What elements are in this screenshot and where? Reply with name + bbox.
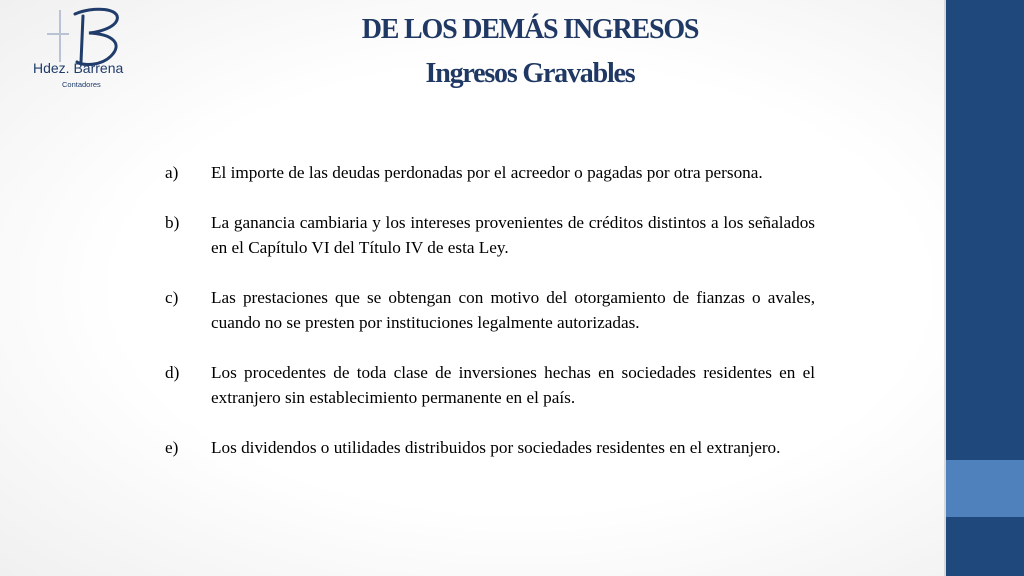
list-item — [165, 435, 815, 460]
slide-subtitle: Ingresos Gravables — [425, 58, 635, 89]
list-item-text: El importe de las deudas perdonadas por el acreedor o pagadas por otra persona. — [211, 163, 763, 182]
list-item-text: Las prestaciones que se obtengan con motivo del otorgamiento de fianzas o avales, cuando no se presten por instituciones legalmente autorizadas. — [211, 288, 815, 332]
list-item — [165, 210, 815, 260]
list-item — [165, 360, 815, 410]
list-item — [165, 285, 815, 335]
list-marker: c) — [165, 288, 179, 307]
list-marker: e) — [165, 438, 179, 457]
income-list — [165, 160, 815, 485]
right-accent-highlight — [946, 460, 1024, 517]
list-item — [165, 160, 815, 185]
list-item-text: Los procedentes de toda clase de inversiones hechas en sociedades residentes en el extranjero sin establecimiento permanente en el país. — [211, 363, 815, 407]
logo-name: Hdez. Barrena — [33, 60, 124, 76]
list-item-text: La ganancia cambiaria y los intereses provenientes de créditos distintos a los señalados en el Capítulo VI del Título IV de esta Ley. — [211, 213, 815, 257]
logo-subtitle: Contadores — [62, 80, 101, 89]
list-item-text: Los dividendos o utilidades distribuidos por sociedades residentes en el extranjero. — [211, 438, 781, 457]
list-marker: d) — [165, 363, 180, 382]
list-marker: b) — [165, 213, 180, 232]
list-marker: a) — [165, 163, 179, 182]
slide-title: DE LOS DEMÁS INGRESOS — [361, 14, 699, 45]
